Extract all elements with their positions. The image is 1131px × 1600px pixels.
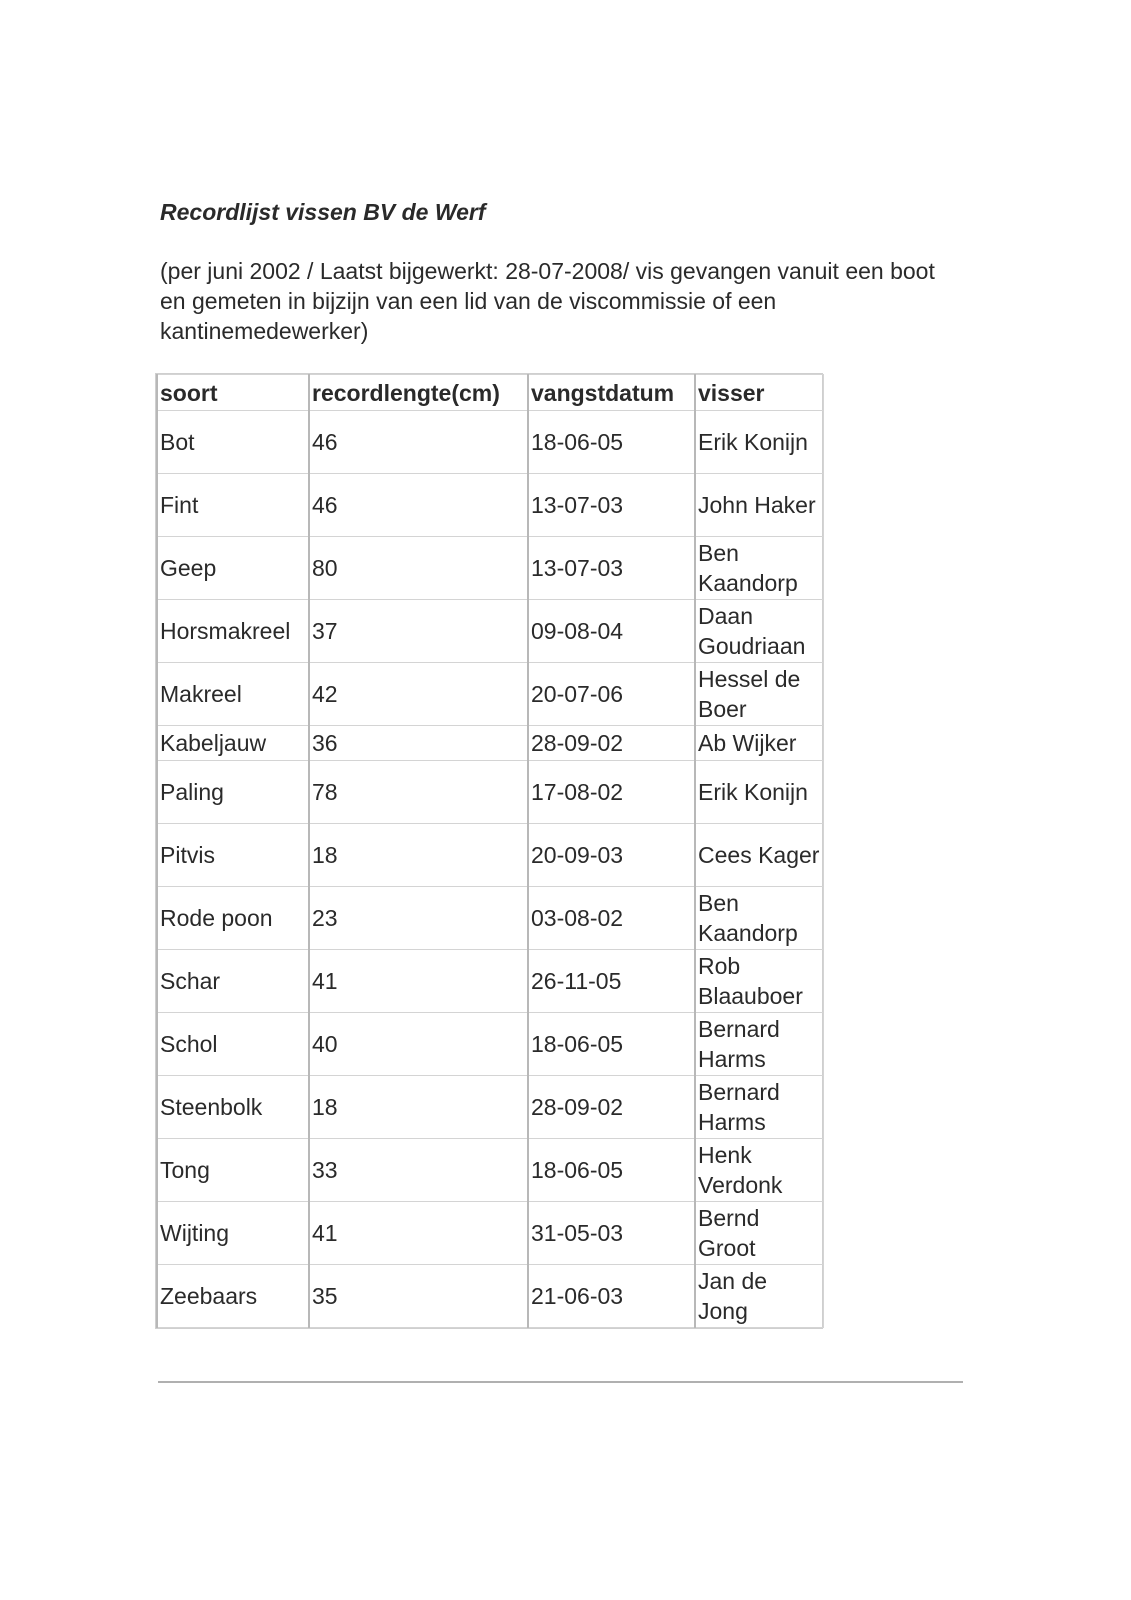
column-header-visser: visser (695, 375, 823, 411)
cell-lengte: 78 (309, 761, 528, 824)
cell-datum: 20-09-03 (528, 824, 695, 887)
cell-soort: Schar (157, 950, 309, 1013)
column-header-vangstdatum: vangstdatum (528, 375, 695, 411)
cell-soort: Tong (157, 1139, 309, 1202)
cell-visser: Erik Konijn (695, 761, 823, 824)
cell-soort: Wijting (157, 1202, 309, 1265)
table-row (157, 1013, 823, 1076)
cell-datum: 21-06-03 (528, 1265, 695, 1328)
cell-lengte: 46 (309, 411, 528, 474)
document-note: (per juni 2002 / Laatst bijgewerkt: 28-07-2008/ vis gevangen vanuit een boot en gemeten in bijzijn van een lid van de viscommissie of een kantinemedewerker) (160, 258, 935, 344)
cell-lengte: 42 (309, 663, 528, 726)
cell-datum: 26-11-05 (528, 950, 695, 1013)
cell-visser: Bernd Groot (695, 1202, 823, 1265)
document-title: Recordlijst vissen BV de Werf (160, 199, 486, 225)
table-row (157, 1139, 823, 1202)
cell-visser: Ben Kaandorp (695, 537, 823, 600)
table-header-row (157, 375, 823, 411)
cell-soort: Zeebaars (157, 1265, 309, 1328)
table-row (157, 663, 823, 726)
cell-soort: Geep (157, 537, 309, 600)
table-row (157, 726, 823, 761)
cell-soort: Pitvis (157, 824, 309, 887)
cell-lengte: 23 (309, 887, 528, 950)
cell-visser: Henk Verdonk (695, 1139, 823, 1202)
cell-soort: Fint (157, 474, 309, 537)
cell-datum: 20-07-06 (528, 663, 695, 726)
cell-visser: Bernard Harms (695, 1013, 823, 1076)
record-table-container (155, 373, 823, 1329)
table-row (157, 411, 823, 474)
cell-soort: Rode poon (157, 887, 309, 950)
table-row (157, 474, 823, 537)
table-row (157, 1202, 823, 1265)
column-header-soort: soort (157, 375, 309, 411)
table-row (157, 537, 823, 600)
cell-lengte: 41 (309, 950, 528, 1013)
cell-soort: Makreel (157, 663, 309, 726)
cell-datum: 18-06-05 (528, 411, 695, 474)
cell-lengte: 36 (309, 726, 528, 761)
cell-datum: 18-06-05 (528, 1139, 695, 1202)
cell-soort: Schol (157, 1013, 309, 1076)
cell-lengte: 46 (309, 474, 528, 537)
cell-soort: Bot (157, 411, 309, 474)
table-row (157, 887, 823, 950)
cell-datum: 31-05-03 (528, 1202, 695, 1265)
cell-lengte: 41 (309, 1202, 528, 1265)
cell-visser: Erik Konijn (695, 411, 823, 474)
cell-datum: 09-08-04 (528, 600, 695, 663)
cell-soort: Steenbolk (157, 1076, 309, 1139)
cell-datum: 28-09-02 (528, 726, 695, 761)
table-row (157, 1265, 823, 1328)
table-row (157, 824, 823, 887)
cell-lengte: 33 (309, 1139, 528, 1202)
cell-visser: John Haker (695, 474, 823, 537)
table-row (157, 1076, 823, 1139)
cell-datum: 13-07-03 (528, 537, 695, 600)
cell-lengte: 40 (309, 1013, 528, 1076)
cell-visser: Rob Blaauboer (695, 950, 823, 1013)
record-table (156, 374, 824, 1328)
cell-visser: Bernard Harms (695, 1076, 823, 1139)
cell-soort: Kabeljauw (157, 726, 309, 761)
cell-lengte: 37 (309, 600, 528, 663)
cell-visser: Ab Wijker (695, 726, 823, 761)
column-header-recordlengte: recordlengte(cm) (309, 375, 528, 411)
cell-lengte: 35 (309, 1265, 528, 1328)
cell-lengte: 80 (309, 537, 528, 600)
cell-lengte: 18 (309, 1076, 528, 1139)
cell-visser: Ben Kaandorp (695, 887, 823, 950)
cell-datum: 13-07-03 (528, 474, 695, 537)
table-row (157, 600, 823, 663)
cell-visser: Hessel de Boer (695, 663, 823, 726)
bottom-divider (158, 1381, 963, 1383)
cell-visser: Daan Goudriaan (695, 600, 823, 663)
cell-visser: Cees Kager (695, 824, 823, 887)
cell-datum: 28-09-02 (528, 1076, 695, 1139)
cell-datum: 17-08-02 (528, 761, 695, 824)
cell-datum: 03-08-02 (528, 887, 695, 950)
cell-datum: 18-06-05 (528, 1013, 695, 1076)
cell-soort: Paling (157, 761, 309, 824)
table-row (157, 761, 823, 824)
table-row (157, 950, 823, 1013)
cell-lengte: 18 (309, 824, 528, 887)
cell-soort: Horsmakreel (157, 600, 309, 663)
cell-visser: Jan de Jong (695, 1265, 823, 1328)
